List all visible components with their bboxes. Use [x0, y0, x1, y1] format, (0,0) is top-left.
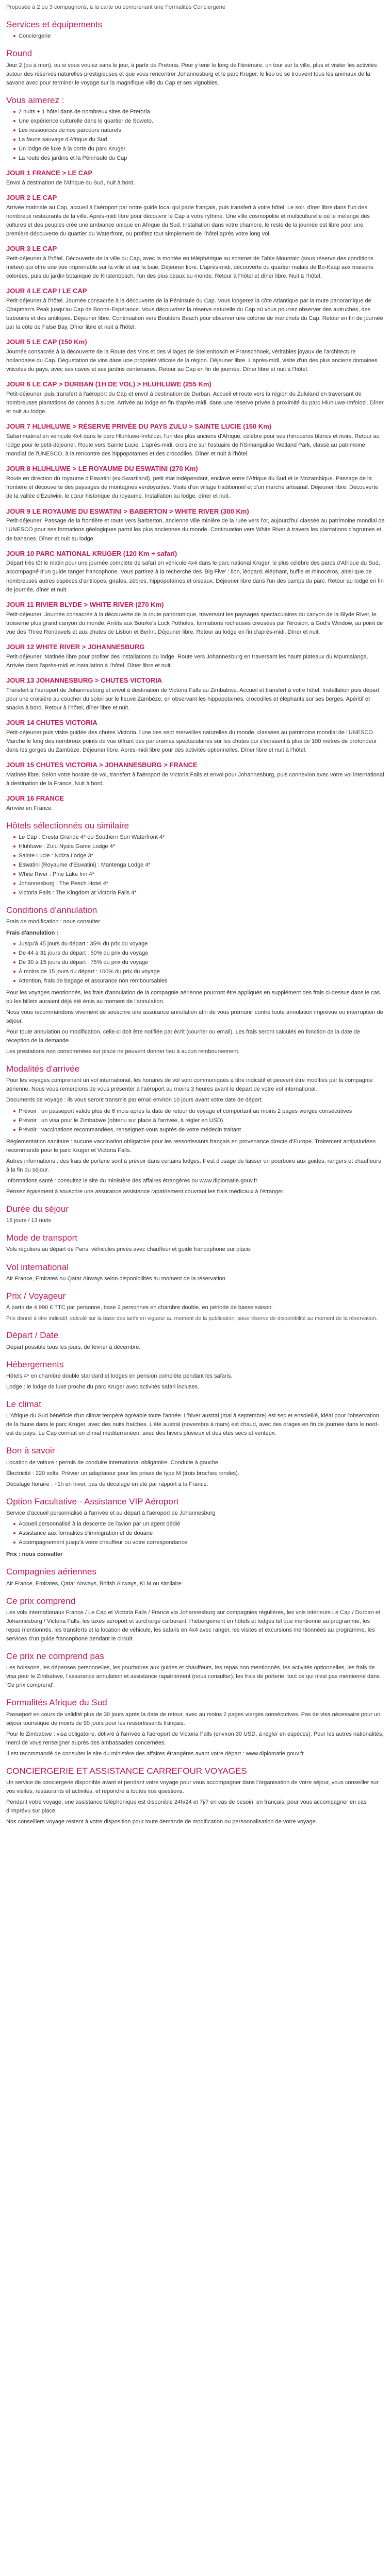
conditions-text: Frais de modification : nous consulter [6, 919, 101, 925]
climate-text: L'Afrique du Sud bénéficie d'un climat tempéré agréable toute l'année. L'hiver austral (mai à septembre) est sec et ensoleillé, idéal pour l'observation de la faune dans le parc Kruger, avec des nuits fraîches. L'été austral (novembre à mars) est chaud, avec des orages en fin de journée dans le nord-est du pays. Le Cap connaît un climat méditerranéen, avec des hivers pluvieux et des étés secs et venteux. [6, 1413, 380, 1437]
modalities-text: Pour les voyages comprenant un vol international, les horaires de vol sont communiqués à titre indicatif et peuvent être modifiés par la compagnie aérienne. Nous vous remercions de vous présenter à l'aéroport au moins 3 heures avant le départ de votre vol international. [6, 1077, 373, 1093]
hotel-item: Johannesburg : The Peech Hotel 4* [13, 879, 385, 888]
intl-flight-text: Air France, Emirates ou Qatar Airways selon disponibilités au moment de la réservation [6, 1275, 225, 1282]
airlines-text: Air France, Emirates, Qatar Airways, British Airways, KLM ou similaire [6, 1580, 182, 1587]
concierge-text-3: Nos conseillers voyage restent à votre disposition pour toute demande de modification ou personnalisation de votre voyage. [6, 1819, 317, 1825]
airlines-heading: Compagnies aériennes [6, 1567, 96, 1577]
day-5-text: Journée consacrée à la découverte de la Route des Vins et des villages de Stellenbosch et Franschhoek, véritables joyaux de l'architecture hollandaise du Cap. Dégustation de vins dans une propriété viticole de la région. Déjeuner libre. L'après-midi, visite d'un des plus anciens domaines viticoles du pays, avec ses caves et ses jardins centenaires. Retour au Cap en fin de journée. Dîner libre et nuit à l'hôtel. [6, 349, 378, 373]
duration-text: 16 jours / 13 nuits [6, 1217, 51, 1224]
day-1-title: JOUR 1 FRANCE > LE CAP [6, 169, 93, 177]
day-14-text: Petit-déjeuner puis visite guidée des chutes Victoria, l'une des sept merveilles naturelles du monde, classées au patrimoine mondial de l'UNESCO. Marche le long des nombreux points de vue offrant des panoramas spectaculaires sur les chutes qui s'écrasent à plus de 100 mètres de profondeur dans les gorges du Zambèze. Déjeuner libre. Après-midi libre pour des activités optionnelles. Dîner libre et nuit à l'hôtel. [6, 729, 377, 753]
modalities-list [6, 1107, 385, 1134]
includes-heading: Ce prix comprend [6, 1596, 76, 1606]
price-heading: Prix / Voyageur [6, 1291, 66, 1301]
highlights-heading: Vous aimerez : [6, 95, 64, 105]
highlight-item: 2 nuits + 1 hôtel dans de nombreux sites de Pretoria. [13, 108, 385, 116]
excludes-text: Les boissons, les dépenses personnelles, les pourboires aux guides et chauffeurs, les repas non mentionnés, les activités optionnelles, les frais de visa pour le Zimbabwe, l'assurance annulation et assistance rapatriement (nous consulter), les frais de porterie, tout ce qui n'est pas mentionné dans 'Ce prix comprend'. [6, 1665, 380, 1689]
modalities-text-4: Autres informations : des frais de porterie sont à prévoir dans certains lodges. Il est d'usage de laisser un pourboire aux guides, rangers et chauffeurs à la fin du séjour. [6, 1158, 381, 1173]
excludes-heading: Ce prix ne comprend pas [6, 1651, 104, 1662]
day-8-text: Route en direction du royaume d'Eswatini (ex-Swaziland), petit état indépendant, enclavé entre l'Afrique du Sud et le Mozambique. Passage de la frontière et découverte des paysages de montagnes verdoyantes. Visite d'un village traditionnel et d'un marché artisanal. Déjeuner libre. Découverte de la vallée d'Ezulwini, le cœur historique du royaume. Installation au lodge, dîner et nuit. [6, 476, 379, 500]
concierge-text: Un service de conciergerie disponible avant et pendant votre voyage pour vous accompagner dans l'organisation de votre séjour, vous conseiller sur vos visites, restaurants et activités, et répondre à toutes vos questions. [6, 1780, 379, 1795]
day-9-title: JOUR 9 LE ROYAUME DU ESWATINI > BABERTON > WHITE RIVER (300 Km) [6, 507, 249, 515]
modalities-text-5: Informations santé : consultez le site du ministère des affaires étrangères ou www.diplomatie.gouv.fr [6, 1177, 257, 1184]
day-15-title: JOUR 15 CHUTES VICTORIA > JOHANNESBURG > FRANCE [6, 760, 198, 769]
day-7-title: JOUR 7 HLUHLUWE > RÉSERVE PRIVÉE DU PAYS ZULU > SAINTE LUCIE (150 Km) [6, 422, 272, 431]
day-13-text: Transfert à l'aéroport de Johannesburg et envol à destination de Victoria Falls au Zimbabwe. Accueil et transfert à votre hôtel. Installation puis départ pour une croisière au coucher du soleil sur le fleuve Zambèze, en observant les hippopotames, crocodiles et éléphants sur ses berges. Apéritif et snacks à bord. Retour à l'hôtel, dîner libre et nuit. [6, 687, 380, 711]
modalities-text-3: Réglementation sanitaire : aucune vaccination obligatoire pour les ressortissants français en provenance directe d'Europe. Traitement antipaludéen recommandé pour le parc Kruger et Victoria Falls. [6, 1138, 376, 1154]
accommodation-text-2: Lodge : le lodge de luxe proche du parc Kruger avec activités safari incluses. [6, 1383, 200, 1390]
includes-text: Les vols internationaux France / Le Cap et Victoria Falls / France via Johannesburg sur compagnies régulières, les vols intérieurs Le Cap / Durban et Johannesburg / Victoria Falls, les taxes aéroport et surcharge carburant, l'hébergement en hôtels et lodges tel que mentionné au programme, les repas mentionnés, les transferts et la location de véhicule, les safaris en 4x4 avec ranger, les visites et excursions mentionnées au programme, les services d'un guide francophone pendant le circuit. [6, 1609, 380, 1642]
day-10-text: Départ très tôt le matin pour une journée complète de safari en véhicule 4x4 dans le parc national Kruger, le plus célèbre des parcs d'Afrique du Sud, accompagné d'un guide ranger francophone. Vous partirez à la recherche des 'Big Five' : lion, léopard, éléphant, buffle et rhinocéros, ainsi que de nombreuses autres espèces d'antilopes, girafes, zèbres, hippopotames et oiseaux. Déjeuner libre dans l'un des camps du parc. Retour au lodge en fin de journée, dîner et nuit. [6, 560, 384, 593]
good-to-know-text-3: Décalage horaire : +1h en hiver, pas de décalage en été par rapport à la France. [6, 1481, 208, 1487]
options-list [6, 1520, 385, 1547]
conditions-heading: Conditions d'annulation [6, 905, 97, 916]
price-note: Prix donné à titre indicatif, calculé sur la base des tarifs en vigueur au moment de la publication, sous réserve de disponibilité au moment de la réservation. [6, 1315, 378, 1322]
cancel-note-3: Pour toute annulation ou modification, celle-ci doit être notifiée par écrit (courrier ou email). Les frais seront calculés en fonction de la date de réception de la demande. [6, 1028, 361, 1044]
day-6-title: JOUR 6 LE CAP > DURBAN (1H DE VOL) > HLUHLUWE (255 Km) [6, 380, 211, 388]
cancel-item: Attention, frais de bagage et assurance non remboursables [13, 977, 385, 986]
price-text: À partir de 4 990 € TTC par personne, base 2 personnes en chambre double, en période de basse saison. [6, 1304, 273, 1311]
hotels-list [6, 833, 385, 897]
round-text: Jour 2 (ou à mon), ou si vous voulez sans le jour, à partir de Pretoria. Pour y tenir le long de l'itinéraire, un tour sur la ville, plus et visiter les activités autour des réserves naturelles prestigieuses et que vous rencontrer Johannesburg et le parc Kruger, le lieu où se trouvent tous les animaux de la savane avec pour terminer le voyage sur la magnifique ville du Cap et ses vignobles. [6, 62, 377, 86]
options-item: Accueil personnalisé à la descente de l'avion par un agent dédié [13, 1520, 385, 1529]
cancel-intro: Frais d'annulation : [6, 929, 59, 936]
intl-flight-heading: Vol international [6, 1262, 69, 1272]
cancel-item: Jusqu'à 45 jours du départ : 35% du prix du voyage [13, 940, 385, 948]
modalities-item: Prévoir : un visa pour le Zimbabwe (obtenu sur place à l'arrivée, à régler en USD) [13, 1116, 385, 1125]
day-3-title: JOUR 3 LE CAP [6, 245, 57, 253]
climate-heading: Le climat [6, 1399, 42, 1410]
transport-text: Vols réguliers au départ de Paris, véhicules privés avec chauffeur et guide francophone sur place. [6, 1246, 252, 1253]
highlight-item: Une expérience culturelle dans le quartier de Soweto. [13, 117, 385, 126]
highlight-item: La route des jardins et la Péninsule du Cap [13, 154, 385, 163]
day-2-title: JOUR 2 LE CAP [6, 194, 57, 202]
day-5-title: JOUR 5 LE CAP (150 Km) [6, 338, 87, 346]
day-8-title: JOUR 8 HLUHLUWE > LE ROYAUME DU ESWATINI (270 Km) [6, 465, 198, 473]
good-to-know-text-2: Électricité : 220 volts. Prévoir un adaptateur pour les prises de type M (trois broches rondes). [6, 1470, 239, 1477]
day-4-title: JOUR 4 LE CAP / LE CAP [6, 287, 87, 295]
intro-text: Proposée à 2 ou 3 compagnons, à la carte ou comprenant une Formalités Conciergerie [6, 4, 225, 10]
day-12-text: Petit-déjeuner. Matinée libre pour profiter des installations du lodge. Route vers Johannesburg en traversant les hauts plateaux du Mpumalanga. Arrivée dans l'après-midi et installation à l'hôtel. Dîner libre et nuit. [6, 653, 368, 669]
hotels-heading: Hôtels sélectionnés ou similaire [6, 820, 129, 831]
highlight-item: Un lodge de luxe à la porte du parc Kruger [13, 145, 385, 154]
departure-heading: Départ / Date [6, 1330, 59, 1341]
options-item: Assistance aux formalités d'immigration et de douane [13, 1529, 385, 1538]
modalities-item: Prévoir : un passeport valide plus de 6 mois après la date de retour du voyage et comportant au moins 2 pages vierges consécutives [13, 1107, 385, 1116]
day-16-title: JOUR 16 FRANCE [6, 794, 64, 802]
cancel-item: À moins de 15 jours du départ : 100% du prix du voyage [13, 968, 385, 976]
options-item: Accompagnement jusqu'à votre chauffeur ou votre correspondance [13, 1538, 385, 1547]
day-11-title: JOUR 11 RIVIER BLYDE > WHITE RIVER (270 Km) [6, 600, 164, 608]
options-price: Prix : nous consulter [6, 1551, 63, 1558]
day-4-text: Petit-déjeuner à l'hôtel. Journée consacrée à la découverte de la Péninsule du Cap. Vous longerez la côte Atlantique par la route panoramique de Chapman's Peak jusqu'au Cap de Bonne-Espérance. Vous découvrirez la réserve naturelle du Cap où vous pourrez observer des autruches, des babouins et des antilopes. Déjeuner libre. Continuation vers Boulders Beach pour observer une colonie de manchots du Cap. Retour en fin de journée par la côte de False Bay. Dîner libre et nuit à l'hôtel. [6, 298, 383, 331]
day-16-text: Arrivée en France. [6, 805, 53, 811]
day-3-text: Petit-déjeuner à l'hôtel. Découverte de la ville du Cap, avec la montée en téléphérique au sommet de Table Mountain (sous réserve des conditions météo) qui offre une vue imprenable sur la ville et sur la baie. Déjeuner libre. L'après-midi, découverte du quartier malais de Bo-Kaap aux maisons colorées, puis du jardin botanique de Kirstenbosch, l'un des plus beaux au monde. Retour à l'hôtel et dîner libre. Nuit à l'hôtel. [6, 256, 373, 280]
day-11-text: Petit-déjeuner. Journée consacrée à la découverte de la route panoramique, traversant les paysages spectaculaires du canyon de la Blyde River, le troisième plus grand canyon du monde. Arrêts aux Bourke's Luck Potholes, formations rocheuses creusées par l'érosion, à God's Window, au point de vue des Three Rondavels et aux chutes de Lisbon et Berlin. Déjeuner libre. Retour au lodge en fin d'après-midi. Dîner et nuit. [6, 611, 383, 635]
modalities-text-6: Pensez également à souscrire une assurance assistance rapatriement couvrant les frais médicaux à l'étranger. [6, 1188, 285, 1195]
departure-text: Départ possible tous les jours, de février à décembre. [6, 1344, 141, 1350]
options-heading: Option Facultative - Assistance VIP Aéroport [6, 1496, 179, 1506]
highlights-list [6, 108, 385, 163]
transport-heading: Mode de transport [6, 1233, 77, 1243]
hotel-item: Eswatini (Royaume d'Eswatini) : Mantenga Lodge 4* [13, 861, 385, 870]
hotel-item: Hluhluwe : Zulu Nyala Game Lodge 4* [13, 842, 385, 851]
accommodation-text: Hôtels 4* en chambre double standard et lodges en pension complète pendant les safaris. [6, 1372, 233, 1379]
services-list [6, 32, 385, 41]
formalities-text-2: Pour le Zimbabwe : visa obligatoire, délivré à l'arrivée à l'aéroport de Victoria Falls (environ 30 USD, à régler en espèces). Pour les autres nationalités, merci de vous renseigner auprès des ambassades concernées. [6, 1731, 384, 1746]
concierge-heading: CONCIERGERIE ET ASSISTANCE CARREFOUR VOYAGES [6, 1766, 247, 1776]
cancel-note-2: Nous vous recommandons vivement de souscrire une assurance annulation afin de vous prémunir contre toute annulation imprévue ou interruption de séjour. [6, 1009, 383, 1024]
good-to-know-text: Location de voiture : permis de conduire international obligatoire. Conduite à gauche. [6, 1459, 220, 1466]
formalities-text: Passeport en cours de validité plus de 30 jours après la date de retour, avec au moins 2 pages vierges consécutives. Pas de visa nécessaire pour un séjour touristique de moins de 90 jours pour les ressortissants français. [6, 1711, 381, 1726]
day-2-text: Arrivée matinale au Cap, accueil à l'aéroport par notre guide local qui parle français, puis transfert à votre hôtel. Le soir, dîner libre dans l'un des nombreux restaurants de la ville. Après-midi libre pour découvrir le Cap à votre rythme. Une ville cosmopolite et multiculturelle où le mélange des cultures et des peuples crée une ambiance unique en Afrique du Sud. Installation dans votre chambre, le reste de la journée est libre pour une première découverte du quartier du Waterfront, ou profitez tout simplement de l'hôtel après votre long vol. [6, 205, 370, 238]
day-7-text: Safari matinal en véhicule 4x4 dans le parc Hluhluwe-Imfolozi, l'un des plus anciens d'Afrique, célèbre pour ses rhinocéros blancs et noirs. Retour au lodge pour le petit-déjeuner. Route vers Sainte Lucie. L'après-midi, croisière sur l'estuaire de l'iSimangaliso Wetland Park, classé au patrimoine mondial de l'UNESCO, à la rencontre des hippopotames et des crocodiles. Dîner et nuit à l'hôtel. [6, 433, 380, 457]
duration-heading: Durée du séjour [6, 1204, 69, 1214]
highlight-item: La faune sauvage d'Afrique du Sud [13, 135, 385, 144]
day-13-title: JOUR 13 JOHANNESBURG > CHUTES VICTORIA [6, 676, 162, 684]
concierge-text-2: Pendant votre voyage, une assistance téléphonique est disponible 24h/24 et 7j/7 en cas de besoin, en français, pour vous accompagner en cas d'imprévu sur place. [6, 1799, 367, 1815]
day-15-text: Matinée libre. Selon votre horaire de vol, transfert à l'aéroport de Victoria Falls et envol pour Johannesburg, puis connexion avec votre vol international à destination de la France. Nuit à bord. [6, 771, 384, 787]
modalities-item: Prévoir : vaccinations recommandées, renseignez-vous auprès de votre médecin traitant [13, 1126, 385, 1134]
day-12-title: JOUR 12 WHITE RIVER > JOHANNESBURG [6, 642, 145, 651]
highlight-item: Les ressources de nos parcours naturels [13, 126, 385, 135]
hotel-item: Le Cap : Cresta Grande 4* ou Southern Sun Waterfront 4* [13, 833, 385, 842]
day-6-text: Petit-déjeuner, puis transfert à l'aéroport du Cap et envol à destination de Durban. Accueil et route vers la région du Zululand en traversant de nombreuses plantations de cannes à sucre. Arrivée au lodge en fin d'après-midi, dans une réserve privée à proximité du parc Hluhluwe-Imfolozi. Dîner et nuit au lodge. [6, 391, 384, 415]
formalities-heading: Formalités Afrique du Sud [6, 1698, 107, 1708]
day-9-text: Petit-déjeuner. Passage de la frontière et route vers Barberton, ancienne ville minière de la ruée vers l'or, aujourd'hui classée au patrimoine mondial de l'UNESCO pour ses formations géologiques parmi les plus anciennes du monde. Continuation vers White River à travers les plantations d'agrumes et de bananes. Dîner et nuit au lodge. [6, 518, 385, 542]
modalities-text-2: Documents de voyage : ils vous seront transmis par email environ 10 jours avant votre date de départ. [6, 1097, 263, 1104]
hotel-item: Sainte Lucie : Ndiza Lodge 3* [13, 852, 385, 860]
services-item: Conciergerie [13, 32, 385, 41]
cancel-note-1: Pour les voyages mentionnés, les frais d'annulation de la compagnie aérienne pourront être appliqués en supplément des frais ci-dessus dans le cas où les billets auraient déjà été émis au moment de l'annulation. [6, 989, 380, 1005]
day-1-text: Envol à destination de l'Afrique du Sud, nuit à bord. [6, 180, 135, 187]
good-to-know-heading: Bon à savoir [6, 1446, 55, 1456]
cancel-item: De 30 à 15 jours du départ : 75% du prix du voyage [13, 958, 385, 967]
cancel-list [6, 940, 385, 986]
services-heading: Services et équipements [6, 20, 103, 30]
day-14-title: JOUR 14 CHUTES VICTORIA [6, 718, 97, 726]
day-10-title: JOUR 10 PARC NATIONAL KRUGER (120 Km + safari) [6, 549, 177, 557]
cancel-item: De 44 à 31 jours du départ : 50% du prix du voyage [13, 949, 385, 958]
cancel-note-4: Les prestations non consommées sur place ne peuvent donner lieu à aucun remboursement. [6, 1048, 240, 1055]
accommodation-heading: Hébergements [6, 1359, 64, 1369]
hotel-item: White River : Pine Lake Inn 4* [13, 870, 385, 879]
formalities-text-3: Il est recommandé de consulter le site du ministère des affaires étrangères avant votre départ : www.diplomatie.gouv.fr [6, 1750, 304, 1757]
hotel-item: Victoria Falls : The Kingdom at Victoria Falls 4* [13, 889, 385, 897]
modalities-heading: Modalités d'arrivée [6, 1064, 80, 1074]
round-heading: Round [6, 48, 32, 59]
options-text: Service d'accueil personnalisé à l'arrivée et au départ à l'aéroport de Johannesburg [6, 1510, 216, 1517]
